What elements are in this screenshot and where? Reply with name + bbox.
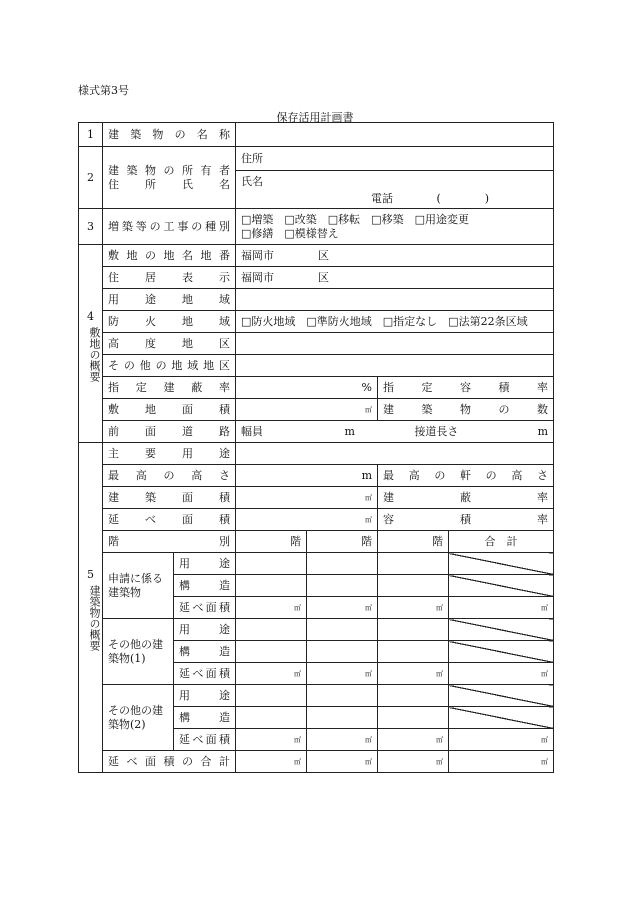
phone-label: 電話: [371, 192, 393, 205]
other-zone-field[interactable]: [236, 355, 554, 377]
area-cell[interactable]: ㎡: [378, 663, 449, 685]
owner-name-field[interactable]: [236, 171, 554, 209]
section4-title: 敷地の概要: [88, 326, 101, 382]
cell[interactable]: [378, 685, 449, 707]
cell[interactable]: [236, 553, 307, 575]
road-field[interactable]: [236, 421, 554, 443]
cell[interactable]: [378, 641, 449, 663]
owner-label: [103, 147, 236, 209]
main-use-field[interactable]: [236, 443, 554, 465]
cell[interactable]: [236, 575, 307, 597]
group-other2-structure-label: 構造: [174, 707, 236, 729]
name-label: 氏名: [241, 175, 263, 188]
cell[interactable]: [236, 685, 307, 707]
owner-label-line1: 建築物の所有者: [108, 163, 230, 177]
coverage-field[interactable]: %: [236, 377, 378, 399]
diagonal-cell: [449, 619, 554, 641]
eave-height-label: 最高の軒の高さ: [378, 465, 554, 487]
group-other1-label: その他の建築物(1): [103, 619, 174, 685]
area-cell[interactable]: ㎡: [307, 663, 378, 685]
site-area-field[interactable]: [236, 399, 378, 421]
diagonal-cell: [449, 553, 554, 575]
building-name-label: 建築物の名称: [103, 123, 236, 147]
residence-label: 住居表示: [103, 267, 236, 289]
building-name-field[interactable]: [236, 123, 554, 147]
area-cell[interactable]: ㎡: [307, 729, 378, 751]
work-type-options[interactable]: [236, 209, 554, 245]
building-area-field[interactable]: [236, 487, 378, 509]
site-area-unit: ㎡: [365, 406, 372, 414]
floor-area-field[interactable]: [236, 509, 378, 531]
group-applied-area-label: 延べ面積: [174, 597, 236, 619]
building-area-label: 建築面積: [103, 487, 236, 509]
area-cell[interactable]: ㎡: [236, 663, 307, 685]
group-other1-use-label: 用途: [174, 619, 236, 641]
road-contact-label: 接道長さ: [414, 424, 459, 438]
area-cell[interactable]: ㎡: [236, 729, 307, 751]
row3-number: 3: [79, 209, 103, 245]
area-total-cell[interactable]: ㎡: [449, 663, 554, 685]
fire-zone-options[interactable]: □防火地域 □準防火地域 □指定なし □法第22条区域: [236, 311, 554, 333]
floor-area-label: 延べ面積: [103, 509, 236, 531]
residence-field[interactable]: 福岡市 区: [236, 267, 554, 289]
floor-col-2: 階: [307, 531, 378, 553]
group-other2-area-label: 延べ面積: [174, 729, 236, 751]
lot-number-field[interactable]: 福岡市 区: [236, 245, 554, 267]
diagonal-cell: [449, 641, 554, 663]
building-area-unit: ㎡: [365, 494, 372, 502]
cell[interactable]: [307, 575, 378, 597]
diagonal-cell: [449, 707, 554, 729]
cell[interactable]: [307, 641, 378, 663]
phone-parens: ( ): [436, 192, 490, 205]
form-number: 様式第3号: [78, 84, 129, 97]
group-applied-label: 申請に係る建築物: [103, 553, 174, 619]
total-area-cell[interactable]: ㎡: [236, 751, 307, 773]
group-other1-structure-label: 構造: [174, 641, 236, 663]
row1-number: 1: [79, 123, 103, 147]
group-other2-use-label: 用途: [174, 685, 236, 707]
area-cell[interactable]: ㎡: [236, 597, 307, 619]
owner-label-line2: 住 所 氏 名: [108, 177, 230, 191]
other-zone-label: その他の地域地区: [103, 355, 236, 377]
building-count-label: 建築物の数: [378, 399, 554, 421]
work-type-line2[interactable]: □修繕 □模様替え: [241, 226, 339, 240]
use-zone-field[interactable]: [236, 289, 554, 311]
area-cell[interactable]: ㎡: [378, 729, 449, 751]
coverage-ratio-label: 建蔽率: [378, 487, 554, 509]
diagonal-cell: [449, 685, 554, 707]
address-label: 住所: [241, 151, 263, 165]
group-applied-use-label: 用途: [174, 553, 236, 575]
main-use-label: 主要用途: [103, 443, 236, 465]
work-type-label: 増築等の工事の種別: [103, 209, 236, 245]
section4-header: 4 敷地の概要: [79, 245, 103, 443]
total-area-cell[interactable]: ㎡: [307, 751, 378, 773]
diagonal-cell: [449, 575, 554, 597]
area-cell[interactable]: ㎡: [378, 597, 449, 619]
floor-header-label: 階別: [103, 531, 236, 553]
total-area-cell[interactable]: ㎡: [378, 751, 449, 773]
site-area-label: 敷地面積: [103, 399, 236, 421]
cell[interactable]: [236, 641, 307, 663]
total-area-label: 延べ面積の合計: [103, 751, 236, 773]
road-contact-unit: m: [537, 424, 548, 438]
cell[interactable]: [378, 619, 449, 641]
owner-address-field[interactable]: [236, 147, 554, 171]
cell[interactable]: [236, 707, 307, 729]
floor-total-header: 合 計: [449, 531, 554, 553]
row2-number: 2: [79, 147, 103, 209]
section5-header: 5 建築物の概要: [79, 443, 103, 773]
coverage-label: 指定建蔽率: [103, 377, 236, 399]
work-type-line1[interactable]: □増築 □改築 □移転 □移築 □用途変更: [241, 212, 469, 226]
area-total-cell[interactable]: ㎡: [449, 597, 554, 619]
designated-far-label: 指定容積率: [378, 377, 554, 399]
area-total-cell[interactable]: ㎡: [449, 729, 554, 751]
cell[interactable]: [307, 707, 378, 729]
cell[interactable]: [378, 553, 449, 575]
floor-area-unit: ㎡: [365, 516, 372, 524]
group-applied-structure-label: 構造: [174, 575, 236, 597]
document-title: 保存活用計画書: [276, 111, 354, 124]
height-zone-field[interactable]: [236, 333, 554, 355]
road-width-unit: m: [344, 424, 355, 438]
cell[interactable]: [307, 685, 378, 707]
group-other2-label: その他の建築物(2): [103, 685, 174, 751]
max-height-label: 最高の高さ: [103, 465, 236, 487]
total-area-grand-cell[interactable]: ㎡: [449, 751, 554, 773]
floor-col-3: 階: [378, 531, 449, 553]
plan-form-table: [78, 122, 554, 773]
cell[interactable]: [378, 707, 449, 729]
height-zone-label: 高度地区: [103, 333, 236, 355]
max-height-field[interactable]: m: [236, 465, 378, 487]
use-zone-label: 用途地域: [103, 289, 236, 311]
area-cell[interactable]: ㎡: [307, 597, 378, 619]
far-label: 容積率: [378, 509, 554, 531]
cell[interactable]: [307, 553, 378, 575]
cell[interactable]: [307, 619, 378, 641]
fire-zone-label: 防火地域: [103, 311, 236, 333]
floor-col-1: 階: [236, 531, 307, 553]
lot-number-label: 敷地の地名地番: [103, 245, 236, 267]
cell[interactable]: [378, 575, 449, 597]
section5-title: 建築物の概要: [88, 585, 101, 651]
cell[interactable]: [236, 619, 307, 641]
road-width-label: 幅員: [241, 424, 263, 438]
group-other1-area-label: 延べ面積: [174, 663, 236, 685]
road-label: 前面道路: [103, 421, 236, 443]
